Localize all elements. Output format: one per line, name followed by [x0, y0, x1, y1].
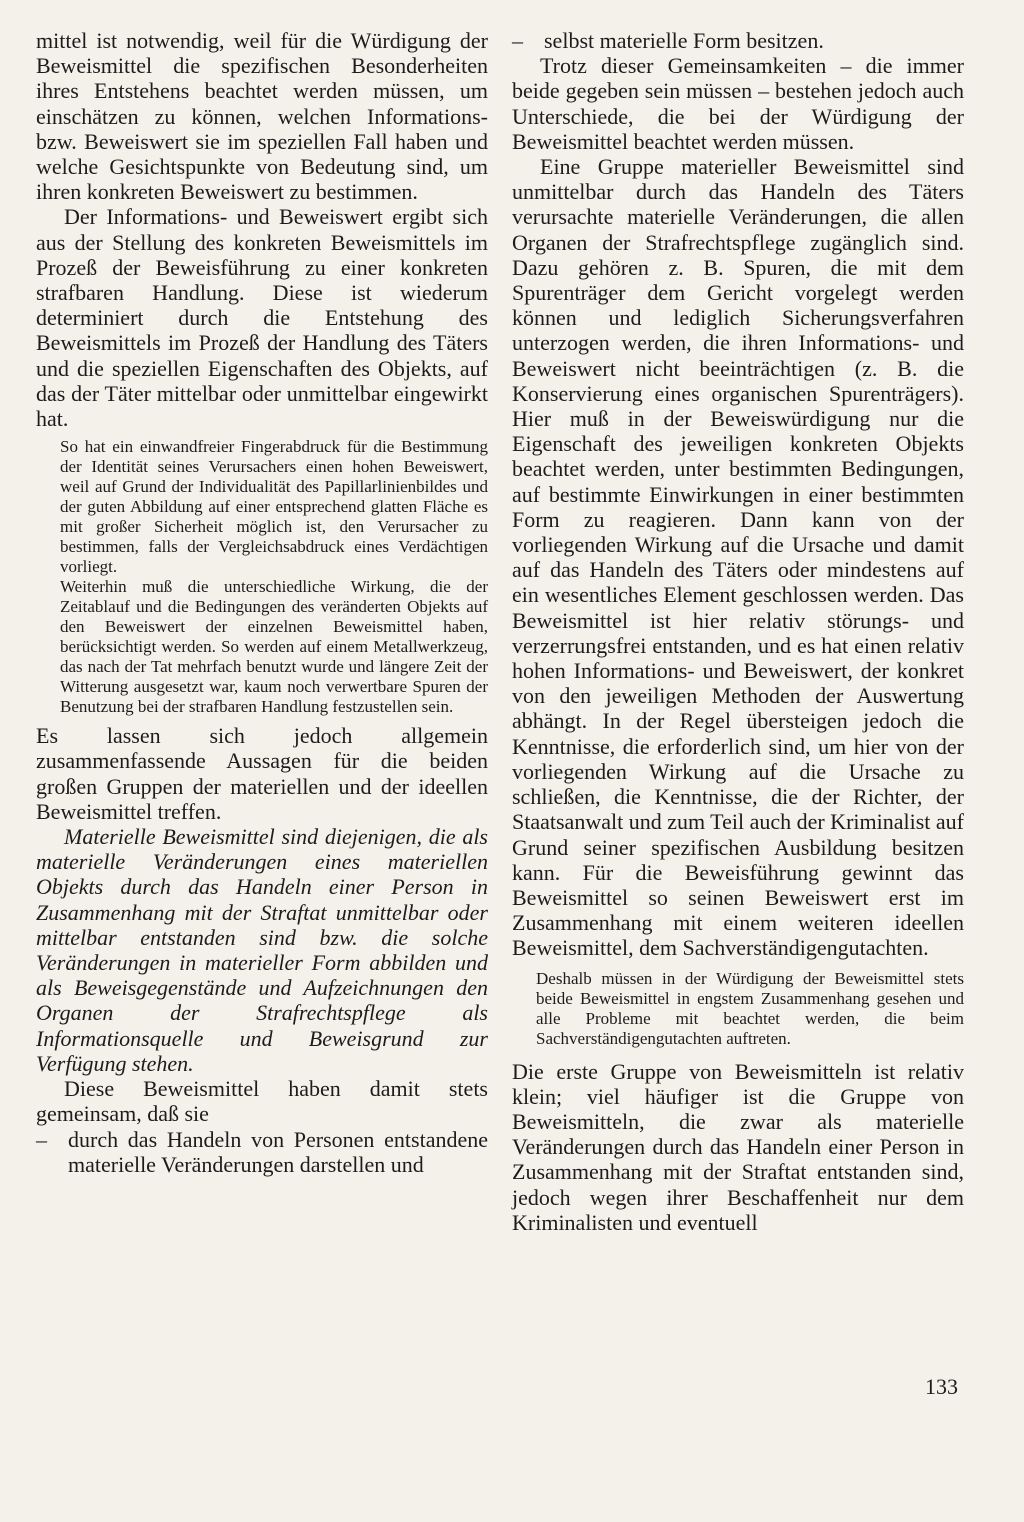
left-paragraph-definition: Materielle Beweismittel sind diejenigen, die als materielle Veränderungen eines materiellen Objekts durch das Handeln einer Person in Zusammenhang mit der Straftat unmittelbar oder mittelbar entstanden sind bzw. die solche Veränderungen in materieller Form abbilden und als Beweisgegenstände und Aufzeichnungen den Organen der Strafrechtspflege als Informationsquelle und Beweisgrund zur Verfügung stehen.: [36, 824, 488, 1076]
left-note-2: Weiterhin muß die unterschiedliche Wirkung, die der Zeitablauf und die Bedingungen des veränderten Objekts auf den Beweiswert der einzelnen Beweismittel haben, berücksichtigt werden. So werden auf einem Metallwerkzeug, das nach der Tat mehrfach benutzt wurde und längere Zeit der Witterung ausgesetzt war, kaum noch verwertbare Spuren der Benutzung bei der strafbaren Handlung festzustellen sein.: [60, 577, 488, 717]
dash-item-text: durch das Handeln von Personen entstandene materielle Veränderungen darstellen und: [68, 1126, 488, 1177]
dash-item-text: selbst materielle Form besitzen.: [544, 28, 824, 53]
dash-marker: –: [36, 1126, 47, 1152]
left-paragraph-1: mittel ist notwendig, weil für die Würdigung der Beweismittel die spezifischen Besonderheiten ihres Entstehens beachtet werden müssen, um einschätzen zu können, welchen Informations- bzw. Beweiswert sie im speziellen Fall haben und welche Gesichtspunkte von Bedeutung sind, um ihren konkreten Beweiswert zu bestimmen.: [36, 28, 488, 205]
right-paragraph-2: Eine Gruppe materieller Beweismittel sind unmittelbar durch das Handeln des Täters verursachte materielle Veränderungen, die allen Organen der Strafrechtspflege zugänglich sind. Dazu gehören z. B. Spuren, die mit dem Spurenträger dem Gericht vorgelegt werden können und lediglich Sicherungsverfahren unterzogen werden, die ihren Informations- und Beweiswert nicht beeinträchtigen (z. B. die Konservierung eines organischen Spurenträgers). Hier muß in der Beweiswürdigung nur die Eigenschaft des jeweiligen konkreten Objekts beachtet werden, unter bestimmten Bedingungen, auf bestimmte Einwirkungen in einer bestimmten Form zu reagieren. Dann kann von der vorliegenden Wirkung auf die Ursache und damit auf das Handeln des Täters oder mindestens auf ein wesentliches Element geschlossen werden. Das Beweismittel ist hier relativ störungs- und verzerrungsfrei entstanden, und es hat einen relativ hohen Informations- und Beweiswert, der konkret von den jeweiligen Methoden der Auswertung abhängt. In der Regel übersteigen jedoch die Kenntnisse, die erforderlich sind, um hier von der vorliegenden Wirkung auf die Ursache zu schließen, die Kenntnisse, die der Richter, der Staatsanwalt und zum Teil auch der Kriminalist auf Grund seiner spezifischen Ausbildung besitzen kann. Für die Beweisführung gewinnt das Beweismittel so seinen Beweiswert erst im Zusammenhang mit einem weiteren ideellen Beweismittel, dem Sachverständigengutachten.: [512, 154, 964, 961]
left-paragraph-2: Der Informations- und Beweiswert ergibt sich aus der Stellung des konkreten Beweismittels im Prozeß der Beweisführung zu einer konkreten strafbaren Handlung. Diese ist wiederum determiniert durch die Entstehung des Beweismittels im Prozeß der Handlung des Täters und die speziellen Eigenschaften des Objekts, auf das der Täter mittelbar oder unmittelbar eingewirkt hat.: [36, 204, 488, 432]
dash-marker: –: [512, 28, 523, 53]
left-dash-item: [36, 1127, 488, 1177]
left-note-1: So hat ein einwandfreier Fingerabdruck für die Bestimmung der Identität seines Verursachers einen hohen Beweiswert, weil auf Grund der Individualität des Papillarlinienbildes und der guten Abbildung auf einer entsprechend glatten Fläche es mit großer Sicherheit möglich ist, den Verursacher zu bestimmen, falls der Vergleichsabdruck eines Verdächtigen vorliegt.: [60, 437, 488, 577]
right-column: [512, 28, 964, 1235]
right-dash-item: [512, 28, 964, 53]
page-number: 133: [925, 1374, 958, 1399]
left-column: [36, 28, 488, 1177]
right-note: Deshalb müssen in der Würdigung der Beweismittel stets beide Beweismittel in engstem Zusammenhang gesehen und alle Probleme mit beachtet werden, die beim Sachverständigengutachten auftreten.: [536, 968, 964, 1048]
left-paragraph-5: Diese Beweismittel haben damit stets gemeinsam, daß sie: [36, 1076, 488, 1127]
left-paragraph-3: Es lassen sich jedoch allgemein zusammenfassende Aussagen für die beiden großen Gruppen der materiellen und der ideellen Beweismittel treffen.: [36, 723, 488, 824]
right-paragraph-1: Trotz dieser Gemeinsamkeiten – die immer beide gegeben sein müssen – bestehen jedoch auch Unterschiede, die bei der Würdigung der Beweismittel beachtet werden müssen.: [512, 53, 964, 154]
right-paragraph-3: Die erste Gruppe von Beweismitteln ist relativ klein; viel häufiger ist die Gruppe von Beweismitteln, die zwar als materielle Veränderungen durch das Handeln einer Person in Zusammenhang mit der Straftat entstanden sind, jedoch wegen ihrer Beschaffenheit nur dem Kriminalisten und eventuell: [512, 1058, 964, 1235]
